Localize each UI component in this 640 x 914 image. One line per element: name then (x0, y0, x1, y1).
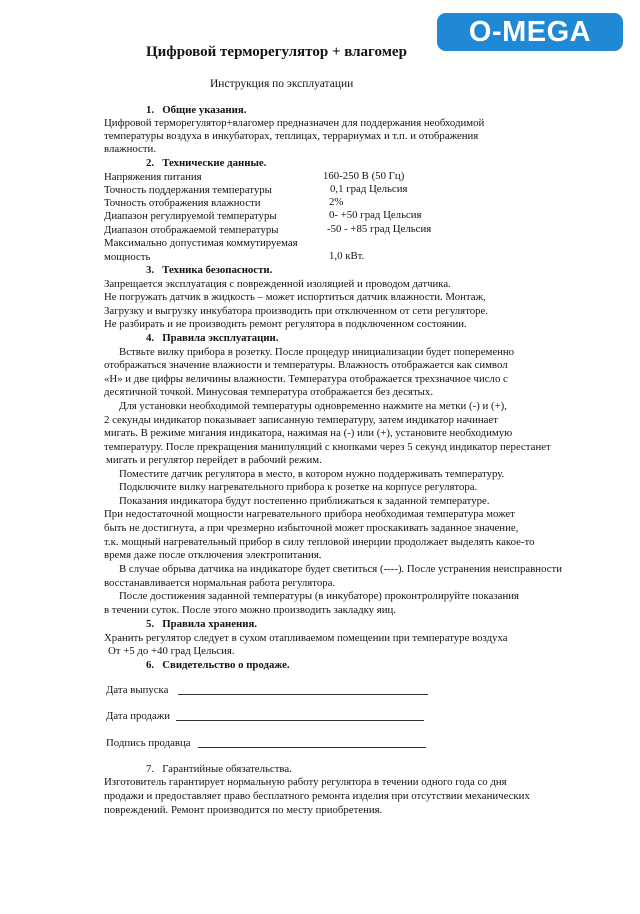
section-4-line: восстанавливается нормальная работа регулятора. (104, 577, 336, 589)
section-4-line: При недостаточной мощности нагревательного прибора необходимая температура может (104, 508, 515, 520)
section-5-line: Хранить регулятор следует в сухом отапливаемом помещении при температуре воздуха (104, 632, 508, 644)
logo (437, 13, 623, 51)
logo-text: O-MEGA (468, 16, 592, 48)
section-2-heading: 2. Технические данные. (146, 157, 267, 169)
section-4-line: Вствьте вилку прибора в розетку. После процедур инициализации будет попеременно (119, 346, 515, 358)
section-4-line: Для установки необходимой температуры одновременно нажмите на метки (-) и (+), (119, 400, 507, 412)
section-5-line: От +5 до +40 град Цельсия. (108, 645, 235, 657)
section-5-heading: 5. Правила хранения. (146, 618, 258, 630)
spec-label: мощность (104, 251, 151, 263)
spec-value: 0- +50 град Цельсия (329, 209, 422, 221)
section-4-line: мигать и регулятор перейдет в рабочий режим. (106, 454, 322, 466)
spec-value: 160-250 В (50 Гц) (323, 170, 405, 182)
spec-value: 1,0 кВт. (329, 250, 365, 262)
section-3-heading: 3. Техника безопасности. (146, 264, 273, 276)
section-4-line: температуру. После прекращения манипуляций с кнопками через 5 секунд индикатор перестанет (104, 441, 551, 453)
spec-label: Точность отображения влажности (104, 197, 261, 209)
section-4-line: «Н» и две цифры величины влажности. Температура отображается трехзначное число с (104, 373, 508, 385)
section-4-line: время даже после отключения электропитания. (104, 549, 322, 561)
section-1-line: влажности. (104, 143, 157, 155)
section-4-line: После достижения заданной температуры (в инкубаторе) проконтролируйте показания (119, 590, 519, 602)
section-7-line: Изготовитель гарантирует нормальную работу регулятора в течении одного года со дня (104, 776, 507, 788)
sale-field-label: Дата продажи (106, 710, 171, 722)
section-4-line: В случае обрыва датчика на индикаторе будет светиться (----). После устранения неисправности (119, 563, 563, 575)
section-4-line: т.к. мощный нагревательный прибор в силу тепловой инерции продолжает выделять какое-то (104, 536, 535, 548)
section-7-line: продажи и предоставляет право бесплатного ремонта изделия при отсутствии механических (104, 790, 530, 802)
sale-field-label: Подпись продавца (106, 737, 191, 749)
sale-field-label: Дата выпуска (106, 684, 169, 696)
section-1-line: температуры воздуха в инкубаторах, теплицах, террариумах и т.п. и отображения (104, 130, 479, 142)
spec-label: Диапазон регулируемой температуры (104, 210, 277, 222)
section-4-line: Подключите вилку нагревательного прибора к розетке на корпусе регулятора. (119, 481, 478, 493)
section-1-heading: 1. Общие указания. (146, 104, 247, 116)
section-3-line: Не погружать датчик в жидкость – может испортиться датчик влажности. Монтаж, (104, 291, 486, 303)
section-4-line: в течении суток. После этого можно производить закладку яиц. (104, 604, 396, 616)
section-4-line: мигать. В режиме мигания индикатора, нажимая на (-) или (+), установите необходимую (104, 427, 513, 439)
section-4-line: Показания индикатора будут постепенно приближаться к заданной температуре. (119, 495, 490, 507)
section-1-line: Цифровой терморегулятор+влагомер предназначен для поддержания необходимой (104, 117, 485, 129)
section-7-heading: 7. Гарантийные обязательства. (146, 763, 292, 775)
document-title: Цифровой терморегулятор + влагомер (146, 44, 407, 60)
spec-label: Диапазон отображаемой температуры (104, 224, 279, 236)
section-6-heading: 6. Свидетельство о продаже. (146, 659, 290, 671)
spec-label: Максимально допустимая коммутируемая (104, 237, 298, 249)
sale-field-line (198, 747, 426, 748)
spec-label: Точность поддержания температуры (104, 184, 272, 196)
section-3-line: Загрузку и выгрузку инкубатора производить при отключенном от сети регуляторе. (104, 305, 488, 317)
section-3-line: Не разбирать и не производить ремонт регулятора в подключенном состоянии. (104, 318, 467, 330)
document-subtitle: Инструкция по эксплуатации (210, 78, 354, 90)
sale-field-line (176, 720, 424, 721)
section-7-line: повреждений. Ремонт производится по месту приобретения. (104, 804, 383, 816)
sale-field-line (178, 694, 428, 695)
section-4-line: десятичной точкой. Минусовая температура отображается без десятых. (104, 386, 434, 398)
section-4-line: 2 секунды индикатор показывает записанную температуру, затем индикатор начинает (104, 414, 498, 426)
spec-label: Напряжения питания (104, 171, 202, 183)
section-4-line: отображаться значение влажности и температуры. Влажность отображается как символ (104, 359, 508, 371)
section-4-line: быть не достигнута, а при чрезмерно избыточной может проскакивать заданное значение, (104, 522, 519, 534)
spec-value: 2% (329, 196, 344, 208)
spec-value: 0,1 град Цельсия (330, 183, 408, 195)
section-4-line: Поместите датчик регулятора в место, в котором нужно поддерживать температуру. (119, 468, 505, 480)
section-3-line: Запрещается эксплуатация с поврежденной изоляцией и проводом датчика. (104, 278, 451, 290)
spec-value: -50 - +85 град Цельсия (327, 223, 432, 235)
section-4-heading: 4. Правила эксплуатации. (146, 332, 279, 344)
